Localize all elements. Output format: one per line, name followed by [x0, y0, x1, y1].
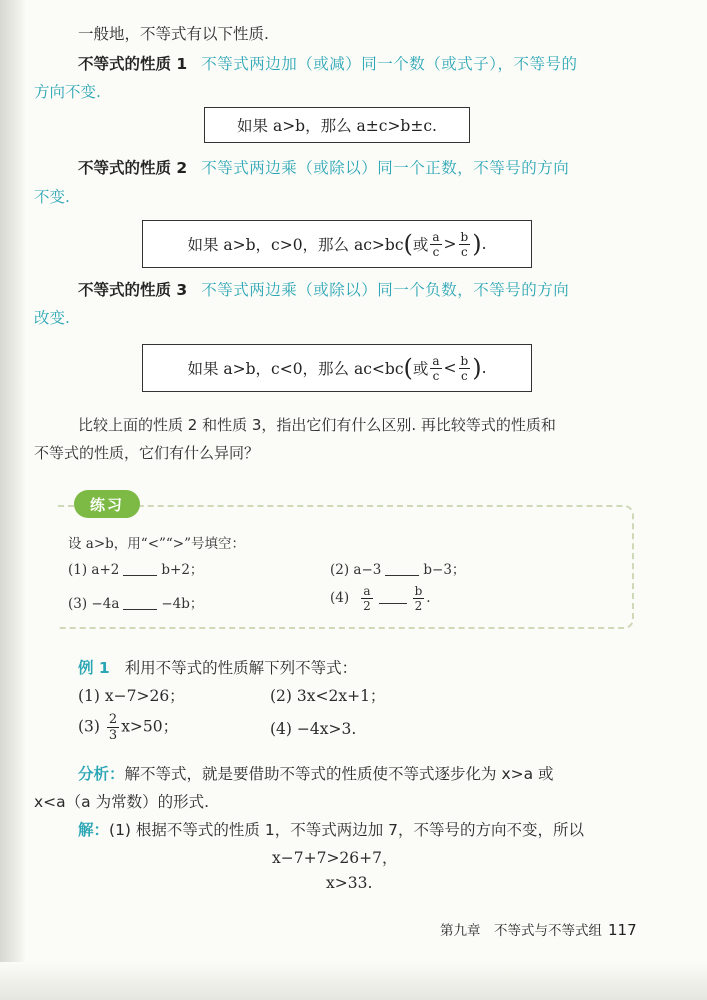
property-3-label: 不等式的性质 3	[78, 281, 188, 299]
practice-prompt: 设 a>b，用“<”“>”号填空：	[68, 536, 246, 552]
property-3-or: 或	[412, 360, 429, 378]
example-1-label: 例 1	[78, 659, 110, 677]
property-1-formula: 如果 a>b，那么 a±c>b±c.	[237, 117, 437, 135]
property-2-end: .	[481, 235, 487, 253]
page-left-shadow	[0, 0, 26, 1000]
example-1-text: 利用不等式的性质解下列不等式：	[124, 659, 358, 677]
fraction-a-over-c: $\frac{a}{c}$	[432, 353, 440, 383]
example-1-part1: (1) x−7>26；	[78, 687, 185, 705]
property-2-label: 不等式的性质 2	[78, 159, 188, 177]
analysis-label: 分析：	[78, 765, 125, 783]
solution-label: 解：	[78, 821, 110, 839]
analysis-line2: x<a（a 为常数）的形式.	[34, 793, 210, 811]
answer-blank	[123, 575, 157, 576]
page-bottom-shadow	[0, 962, 707, 1000]
property-3-formula-main: 如果 a>b，c<0，那么 ac<bc	[187, 360, 404, 378]
fraction-a-over-2: $\frac{a}{2}$	[363, 584, 371, 613]
right-paren: )	[472, 354, 482, 382]
chapter-title: 第九章 不等式与不等式组	[440, 923, 602, 939]
solution-line1	[78, 818, 584, 840]
practice-q2: (2) a−3 b−3；	[330, 562, 466, 578]
property-2-text: 不等式两边乘（或除以）同一个正数，不等号的方向	[201, 159, 570, 177]
practice-q1: (1) a+2 b+2；	[68, 562, 204, 578]
solution-text: (1) 根据不等式的性质 1，不等式两边加 7，不等号的方向不变，所以	[109, 821, 584, 839]
property-2-text-cont: 不变.	[34, 188, 70, 206]
fraction-a-over-c: $\frac{a}{c}$	[432, 229, 440, 259]
relation-sign: >	[443, 235, 457, 253]
property-3-heading	[78, 278, 569, 300]
relation-sign: <	[443, 359, 457, 377]
example-1-part2: (2) 3x<2x+1；	[270, 687, 386, 705]
property-3-end: .	[481, 359, 487, 377]
property-2-heading	[78, 156, 569, 178]
right-paren: )	[472, 230, 482, 258]
example-1-heading	[78, 656, 357, 678]
property-1-label: 不等式的性质 1	[78, 55, 188, 73]
property-2-formula-box	[142, 220, 532, 268]
property-2-formula-main: 如果 a>b，c>0，那么 ac>bc	[187, 236, 404, 254]
fraction-two-thirds: $\frac{2}{3}$	[108, 712, 118, 743]
practice-q4: (4) $\frac{a}{2}$ $\frac{b}{2}$ .	[330, 584, 431, 613]
page-footer	[440, 919, 637, 939]
answer-blank	[385, 575, 419, 576]
practice-tag: 练习	[74, 490, 140, 518]
fraction-b-over-c: $\frac{b}{c}$	[460, 229, 469, 259]
analysis-text1: 解不等式，就是要借助不等式的性质使不等式逐步化为 x>a 或	[124, 765, 554, 783]
example-1-part3: (3) $\frac{2}{3}$ x>50；	[78, 712, 179, 743]
compare-text-line2: 不等式的性质，它们有什么异同？	[34, 444, 260, 462]
property-1-text-cont: 方向不变.	[34, 83, 101, 101]
property-3-text-cont: 改变.	[34, 309, 70, 327]
solution-step1: x−7+7>26+7，	[272, 849, 398, 867]
compare-text-line1: 比较上面的性质 2 和性质 3，指出它们有什么区别. 再比较等式的性质和	[78, 416, 556, 434]
page-number: 117	[608, 921, 637, 939]
answer-blank	[379, 603, 407, 604]
answer-blank	[123, 609, 157, 610]
property-1-formula-box	[204, 107, 470, 143]
solution-step2: x>33.	[326, 874, 373, 892]
left-paren: (	[403, 354, 413, 382]
analysis-line1	[78, 762, 554, 784]
fraction-b-over-2: $\frac{b}{2}$	[414, 584, 423, 613]
property-1-text: 不等式两边加（或减）同一个数（或式子），不等号的	[201, 55, 578, 73]
property-2-or: 或	[412, 236, 429, 254]
example-1-part4: (4) −4x>3.	[270, 720, 357, 738]
fraction-b-over-c: $\frac{b}{c}$	[460, 353, 469, 383]
left-paren: (	[403, 230, 413, 258]
practice-q3: (3) −4a −4b；	[68, 596, 204, 612]
intro-text: 一般地，不等式有以下性质.	[78, 25, 269, 43]
property-1-heading	[78, 52, 577, 74]
property-3-formula-box	[142, 344, 532, 392]
property-3-text: 不等式两边乘（或除以）同一个负数，不等号的方向	[201, 281, 570, 299]
